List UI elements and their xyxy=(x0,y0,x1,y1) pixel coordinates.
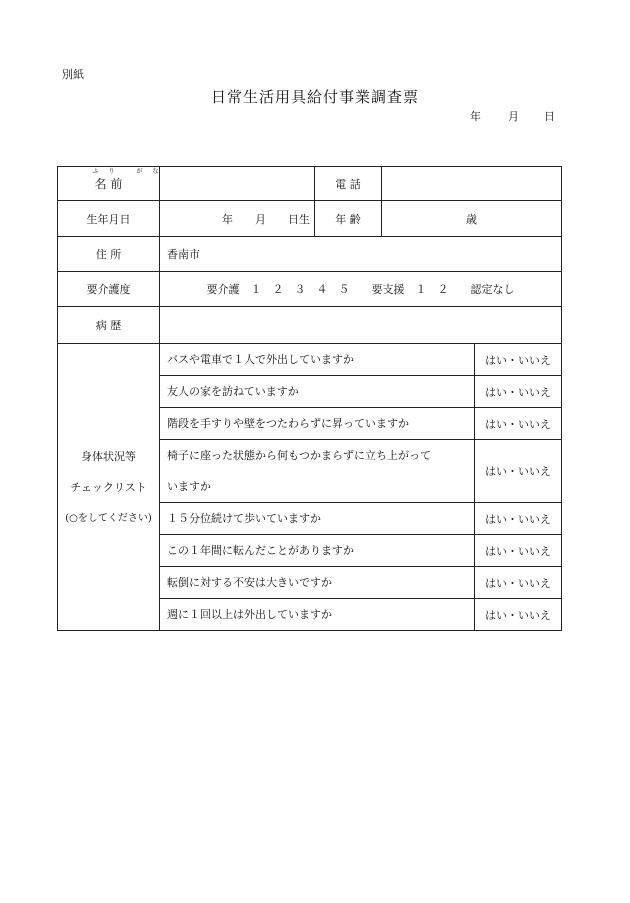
checklist-row xyxy=(58,344,562,376)
address-label: 住 所 xyxy=(58,237,160,272)
checklist-question-line: 椅子に座った状態から何もつかまらずに立ち上がって xyxy=(167,449,431,462)
name-label: 名 前 xyxy=(94,177,123,191)
checklist-answer[interactable]: はい・いいえ xyxy=(475,344,562,376)
medical-history-field[interactable] xyxy=(160,307,562,344)
checklist-question: １５分位続けて歩いていますか xyxy=(160,503,475,535)
dob-field[interactable]: 年 月 日生 xyxy=(160,201,315,237)
checklist-label-line1: 身体状況等 xyxy=(81,449,136,463)
checklist-label-line2: チェックリスト xyxy=(70,480,147,494)
row-address xyxy=(58,237,562,272)
checklist-label-cell xyxy=(58,344,160,631)
age-label: 年 齢 xyxy=(315,201,382,237)
annex-label: 別紙 xyxy=(62,68,84,81)
date-day: 日 xyxy=(544,110,555,123)
checklist-answer[interactable]: はい・いいえ xyxy=(475,376,562,408)
row-care-level xyxy=(58,272,562,307)
dob-label: 生年月日 xyxy=(58,201,160,237)
phone-field[interactable] xyxy=(382,167,562,201)
checklist-answer[interactable]: はい・いいえ xyxy=(475,599,562,631)
age-field[interactable]: 歳 xyxy=(382,201,562,237)
row-medical-history xyxy=(58,307,562,344)
row-dob xyxy=(58,201,562,237)
checklist-question: 週に１回以上は外出していますか xyxy=(160,599,475,631)
phone-label: 電 話 xyxy=(315,167,382,201)
checklist-answer[interactable]: はい・いいえ xyxy=(475,567,562,599)
row-name xyxy=(58,167,562,201)
survey-form-table xyxy=(57,166,562,631)
name-furigana: ふり がな xyxy=(92,168,169,175)
medical-history-label: 病 歴 xyxy=(58,307,160,344)
date-month: 月 xyxy=(508,110,519,123)
name-field[interactable] xyxy=(160,167,315,201)
name-label-cell xyxy=(58,167,169,201)
document-title: 日常生活用具給付事業調査票 xyxy=(210,88,419,106)
checklist-question: 階段を手すりや壁をつたわらずに昇っていますか xyxy=(160,408,475,440)
checklist-question: 友人の家を訪ねていますか xyxy=(160,376,475,408)
date-year: 年 xyxy=(470,110,481,123)
checklist-answer[interactable]: はい・いいえ xyxy=(475,535,562,567)
checklist-label-line3: (○をしてください) xyxy=(65,512,152,524)
checklist-question: 転倒に対する不安は大きいですか xyxy=(160,567,475,599)
checklist-answer[interactable]: はい・いいえ xyxy=(475,440,562,503)
checklist-answer[interactable]: はい・いいえ xyxy=(475,503,562,535)
checklist-question-line: いますか xyxy=(167,480,211,493)
care-level-options[interactable]: 要介護 １ ２ ３ ４ ５ 要支援 １ ２ 認定なし xyxy=(160,272,562,307)
checklist-question: この１年間に転んだことがありますか xyxy=(160,535,475,567)
address-field[interactable]: 香南市 xyxy=(160,237,562,272)
care-level-label: 要介護度 xyxy=(58,272,160,307)
checklist-answer[interactable]: はい・いいえ xyxy=(475,408,562,440)
checklist-question: バスや電車で１人で外出していますか xyxy=(160,344,475,376)
checklist-question xyxy=(160,440,475,503)
